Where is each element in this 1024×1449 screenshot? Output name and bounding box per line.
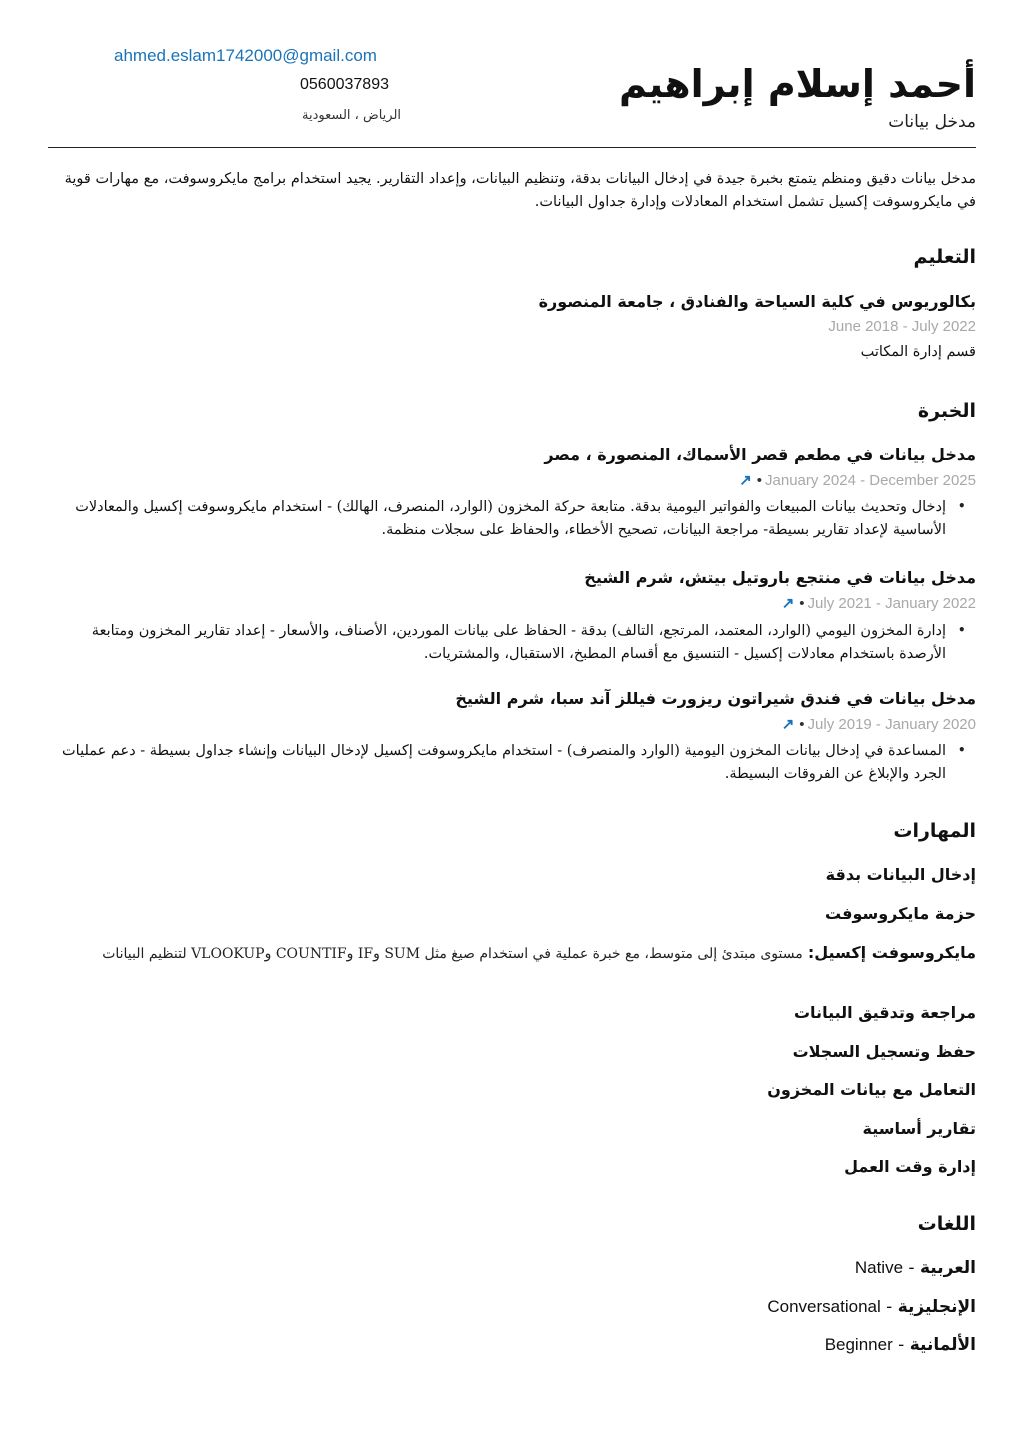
skill-time-management: إدارة وقت العمل	[844, 1157, 976, 1176]
dot-separator: •	[799, 595, 805, 612]
email-link[interactable]: ahmed.eslam1742000@gmail.com	[114, 46, 377, 65]
phone-number: 0560037893	[300, 76, 389, 93]
experience-bullet-1: • إدخال وتحديث بيانات المبيعات والفواتير اليومية بدقة. متابعة حركة المخزون (الوارد، المنصرف، الهالك) - استخدام مايكروسوفت إكسيل والمعادلات الأساسية لإعداد تقارير بسيطة- مراجعة البيانات، تصحيح الأخطاء، والحفاظ على سجلات منظمة.	[48, 496, 976, 542]
experience-title-2: مدخل بيانات في منتجع باروتيل بيتش، شرم الشيخ	[584, 568, 976, 587]
education-department: قسم إدارة المكاتب	[860, 344, 976, 360]
experience-title-3: مدخل بيانات في فندق شيراتون ريزورت فيللز آند سبا، شرم الشيخ	[455, 689, 976, 708]
dash-separator: -	[892, 1335, 910, 1355]
skill-excel-description: مستوى مبتدئ إلى متوسط، مع خبرة عملية في استخدام صيغ مثل SUM وIF وCOUNTIF وVLOOKUP لتنظيم البيانات	[102, 946, 803, 962]
experience-date-2	[782, 594, 976, 612]
education-degree: بكالوريوس في كلية السياحة والفنادق ، جامعة المنصورة	[538, 292, 976, 311]
experience-date-text-1: January 2024 - December 2025	[765, 472, 976, 489]
skill-reports: تقارير أساسية	[862, 1119, 976, 1138]
experience-title-1: مدخل بيانات في مطعم قصر الأسماك، المنصورة ، مصر	[544, 445, 976, 464]
dot-separator: •	[799, 716, 805, 733]
skill-inventory: التعامل مع بيانات المخزون	[767, 1080, 976, 1099]
skill-ms-office: حزمة مايكروسوفت	[825, 904, 976, 923]
language-item	[767, 1297, 976, 1317]
location: الرياض ، السعودية	[302, 108, 402, 123]
skills-heading: المهارات	[893, 820, 976, 842]
dot-separator: •	[756, 472, 763, 489]
experience-date-1	[739, 471, 976, 489]
resume-header	[48, 40, 976, 148]
skill-data-review: مراجعة وتدقيق البيانات	[793, 1003, 976, 1022]
external-link-arrow-icon[interactable]: ↗	[781, 595, 795, 612]
education-heading: التعليم	[913, 246, 976, 268]
language-name: الألمانية	[909, 1335, 976, 1355]
experience-bullet-3: • المساعدة في إدخال بيانات المخزون اليومية (الوارد والمنصرف) - استخدام مايكروسوفت إكسيل لإدخال البيانات وإنشاء جداول بسيطة - دعم عمليات الجرد والإبلاغ عن الفروقات البسيطة.	[48, 740, 976, 786]
language-item	[825, 1335, 976, 1355]
skill-data-entry: إدخال البيانات بدقة	[825, 865, 976, 884]
skill-excel-label: مايكروسوفت إكسيل:	[807, 943, 976, 962]
skill-records: حفظ وتسجيل السجلات	[792, 1042, 976, 1061]
languages-heading: اللغات	[917, 1213, 976, 1235]
language-level: Native	[854, 1258, 904, 1277]
language-item	[855, 1258, 976, 1278]
dash-separator: -	[903, 1258, 920, 1278]
experience-date-text-2: July 2021 - January 2022	[807, 595, 976, 612]
experience-heading: الخبرة	[917, 400, 976, 422]
external-link-arrow-icon[interactable]: ↗	[739, 472, 752, 489]
language-name: الإنجليزية	[897, 1297, 976, 1317]
language-level: Conversational	[767, 1297, 881, 1316]
dash-separator: -	[880, 1297, 898, 1317]
experience-bullet-2: • إدارة المخزون اليومي (الوارد، المعتمد، المرتجع، التالف) بدقة - الحفاظ على بيانات الموردين، الأصناف، والأسعار - إعداد تقارير المخزون ومتابعة الأرصدة باستخدام معادلات إكسيل - التنسيق مع أقسام المطبخ، الاستقبال، والمشتريات.	[48, 620, 976, 666]
profile-summary: مدخل بيانات دقيق ومنظم يتمتع بخبرة جيدة في إدخال البيانات بدقة، وتنظيم البيانات، وإعداد التقارير. يجيد استخدام برامج مايكروسوفت، مع مهارات قوية في مايكروسوفت إكسيل تشمل استخدام المعادلات وإدارة جداول البيانات.	[64, 171, 976, 210]
skill-excel	[48, 942, 976, 965]
person-name: أحمد إسلام إبراهيم	[618, 62, 976, 106]
external-link-arrow-icon[interactable]: ↗	[781, 716, 795, 733]
experience-date-3	[782, 715, 976, 733]
resume-page	[48, 0, 976, 1449]
language-level: Beginner	[824, 1335, 893, 1354]
experience-date-text-3: July 2019 - January 2020	[807, 716, 976, 733]
language-name: العربية	[919, 1258, 976, 1278]
education-date: June 2018 - July 2022	[828, 318, 976, 335]
job-title: مدخل بيانات	[888, 112, 976, 132]
